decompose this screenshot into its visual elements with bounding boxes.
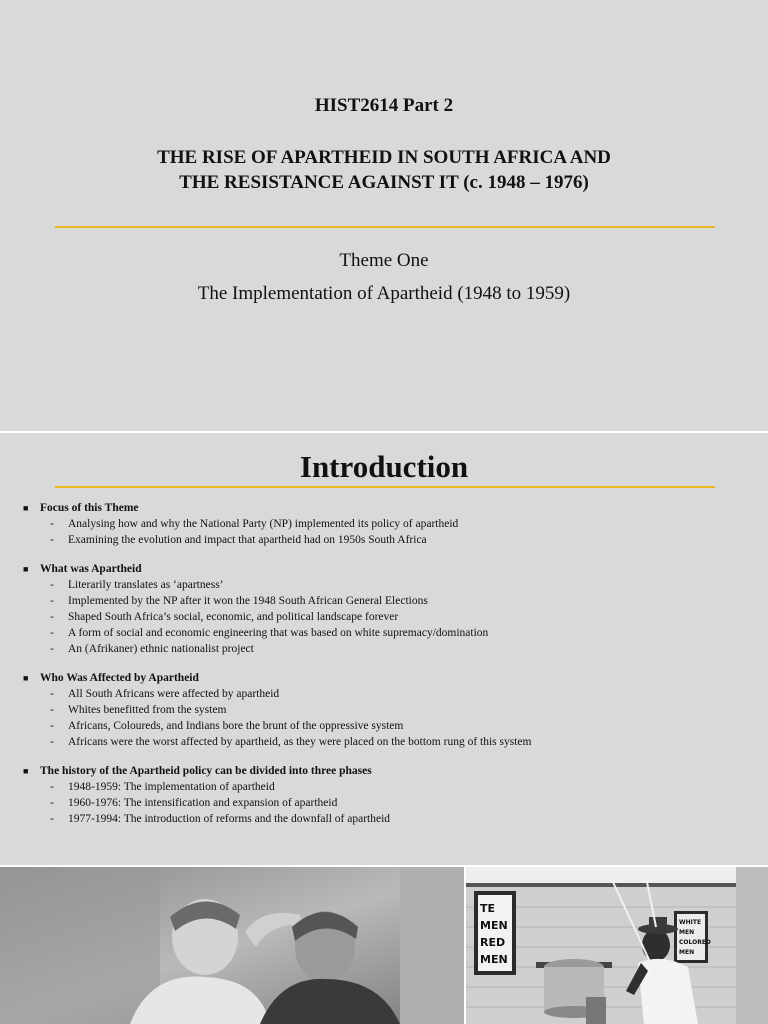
section-heading: ■ Focus of this Theme bbox=[23, 502, 139, 514]
list-item: - 1960-1976: The intensification and expansion of apartheid bbox=[50, 797, 338, 809]
title-slide bbox=[0, 0, 768, 431]
svg-text:WHITE: WHITE bbox=[679, 919, 702, 926]
list-item: - 1948-1959: The implementation of apartheid bbox=[50, 781, 275, 793]
list-item: - Shaped South Africa’s social, economic, and political landscape forever bbox=[50, 611, 399, 623]
section-three-phases bbox=[0, 763, 768, 827]
square-bullet-icon: ■ bbox=[23, 564, 29, 574]
svg-text:MEN: MEN bbox=[679, 929, 695, 936]
photo-segregated-water-fountain bbox=[466, 867, 768, 1024]
course-code: HIST2614 Part 2 bbox=[314, 95, 454, 116]
list-item: - 1977-1994: The introduction of reforms and the downfall of apartheid bbox=[50, 813, 391, 825]
course-title-line-1: THE RISE OF APARTHEID IN SOUTH AFRICA AND bbox=[157, 147, 611, 168]
list-item: - A form of social and economic engineering that was based on white supremacy/domination bbox=[50, 627, 489, 639]
introduction-sections bbox=[0, 500, 768, 840]
course-title-line-2: THE RESISTANCE AGAINST IT (c. 1948 – 1976) bbox=[179, 172, 589, 193]
title-divider bbox=[55, 226, 715, 228]
list-item: - Whites benefitted from the system bbox=[50, 704, 227, 716]
sign-text-line: TE bbox=[480, 902, 496, 915]
section-focus bbox=[0, 500, 768, 548]
svg-text:COLORED: COLORED bbox=[679, 939, 711, 946]
historical-photos bbox=[0, 867, 768, 1024]
square-bullet-icon: ■ bbox=[23, 503, 29, 513]
theme-title: The Implementation of Apartheid (1948 to 1959) bbox=[197, 283, 571, 304]
photo-two-women bbox=[0, 867, 464, 1024]
section-heading: ■ What was Apartheid bbox=[23, 563, 142, 575]
list-item: - Literarily translates as ‘apartness’ bbox=[50, 579, 224, 591]
list-item: - Implemented by the NP after it won the 1948 South African General Elections bbox=[50, 595, 428, 607]
section-heading: ■ The history of the Apartheid policy can be divided into three phases bbox=[23, 765, 372, 777]
sign-text-line: RED bbox=[480, 936, 506, 949]
list-item: - An (Afrikaner) ethnic nationalist project bbox=[50, 643, 254, 655]
svg-text:MEN: MEN bbox=[679, 949, 695, 956]
sign-text-line: MEN bbox=[480, 919, 508, 932]
list-item: - Africans were the worst affected by apartheid, as they were placed on the bottom rung of this system bbox=[50, 736, 532, 748]
sign-text-line: MEN bbox=[480, 953, 508, 966]
list-item: - All South Africans were affected by apartheid bbox=[50, 688, 280, 700]
list-item: - Africans, Coloureds, and Indians bore the brunt of the oppressive system bbox=[50, 720, 404, 732]
section-who-was-affected bbox=[0, 670, 768, 750]
course-title bbox=[0, 145, 768, 195]
introduction-title: Introduction bbox=[299, 449, 469, 484]
list-item: - Examining the evolution and impact that apartheid had on 1950s South Africa bbox=[50, 534, 427, 546]
square-bullet-icon: ■ bbox=[23, 766, 29, 776]
introduction-divider bbox=[55, 486, 715, 488]
theme-label: Theme One bbox=[339, 250, 429, 271]
section-what-was-apartheid bbox=[0, 561, 768, 657]
list-item: - Analysing how and why the National Party (NP) implemented its policy of apartheid bbox=[50, 518, 459, 530]
section-heading: ■ Who Was Affected by Apartheid bbox=[23, 672, 199, 684]
introduction-slide bbox=[0, 433, 768, 865]
square-bullet-icon: ■ bbox=[23, 673, 29, 683]
